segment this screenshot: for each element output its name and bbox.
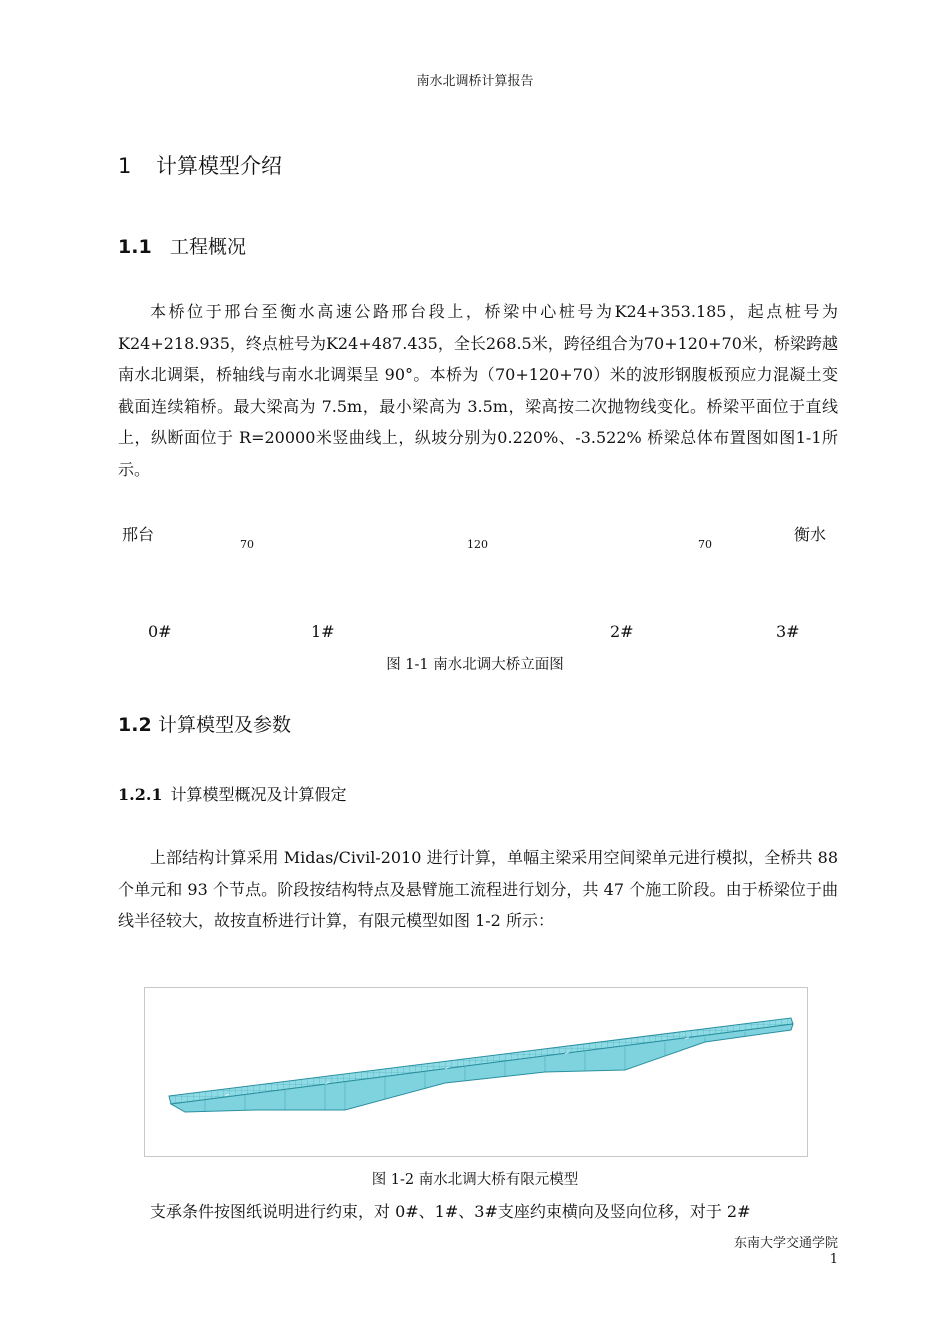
section-title: 计算模型及参数	[158, 714, 292, 736]
fig1-pier-label: 2#	[610, 622, 634, 641]
paragraph-project-overview: 本桥位于邢台至衡水高速公路邢台段上，桥梁中心桩号为K24+353.185，起点桩号为K24+218.935，终点桩号为K24+487.435，全长268.5米，跨径组合为70+120+70米，桥梁跨越南水北调渠，桥轴线与南水北调渠呈 90°。本桥为（70+120+70）米的波形钢腹板预应力混凝土变截面连续箱桥。最大梁高为 7.5m，最小梁高为 3.5m，梁高按二次抛物线变化。桥梁平面位于直线上，纵断面位于 R=20000米竖曲线上，纵坡分别为0.220%、-3.522% 桥梁总体布置图如图1-1所示。	[118, 302, 838, 479]
section-title: 工程概况	[170, 236, 247, 258]
page-number: 1	[829, 1252, 838, 1267]
paragraph-support-conditions: 支承条件按图纸说明进行约束，对 0#、1#、3#支座约束横向及竖向位移，对于 2#	[150, 1202, 751, 1221]
fig1-right-label: 衡水	[794, 525, 827, 544]
section-number: 1.2	[118, 714, 152, 736]
section-number: 1.2.1	[118, 785, 163, 804]
section-1-2-heading	[118, 710, 291, 737]
fig1-span-label: 70	[698, 538, 712, 551]
page-header: 南水北调桥计算报告	[416, 74, 534, 89]
fe-model-figure	[144, 987, 808, 1157]
footer-organization: 东南大学交通学院	[733, 1236, 838, 1251]
section-1-1-heading	[118, 232, 246, 259]
figure-1-caption: 图 1-1 南水北调大桥立面图	[386, 657, 564, 673]
fig1-pier-label: 1#	[311, 622, 335, 641]
bridge-fe-model-image	[145, 988, 807, 1156]
section-number: 1	[118, 154, 132, 178]
section-1-heading	[118, 150, 282, 180]
fig1-span-label: 120	[467, 538, 488, 551]
figure-2-caption: 图 1-2 南水北调大桥有限元模型	[371, 1172, 579, 1188]
section-title: 计算模型概况及计算假定	[170, 785, 347, 804]
section-title: 计算模型介绍	[156, 154, 282, 178]
section-number: 1.1	[118, 236, 152, 258]
section-1-2-1-heading	[118, 782, 347, 805]
fig1-left-label: 邢台	[122, 525, 155, 544]
fig1-pier-label: 3#	[776, 622, 800, 641]
paragraph-model-description: 上部结构计算采用 Midas/Civil-2010 进行计算，单幅主梁采用空间梁单元进行模拟，全桥共 88 个单元和 93 个节点。阶段按结构特点及悬臂施工流程进行划分，共 47 个施工阶段。由于桥梁位于曲线半径较大，故按直桥进行计算，有限元模型如图 1-2 所示：	[118, 848, 838, 930]
fig1-pier-label: 0#	[148, 622, 172, 641]
fig1-span-label: 70	[240, 538, 254, 551]
